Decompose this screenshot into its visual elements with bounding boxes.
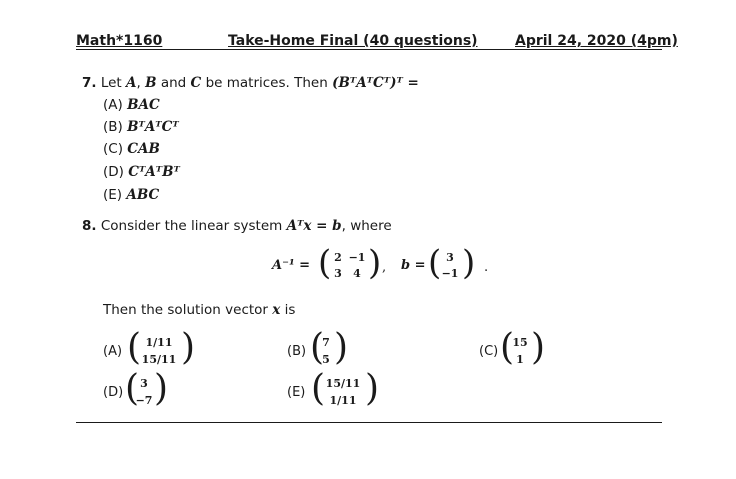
header-rule [76, 49, 662, 50]
left-paren: ( [310, 327, 325, 368]
vec-r1: 3 [140, 377, 148, 390]
period: . [484, 260, 489, 275]
right-paren: ) [365, 368, 380, 409]
b-vector [428, 243, 476, 285]
q7-option-a: (A) BAC [103, 97, 160, 113]
exam-title: Take-Home Final (40 questions) [228, 33, 478, 49]
vec-r1: 1/11 [145, 336, 173, 349]
q7-option-c: (C) CAB [103, 141, 160, 157]
ainv-r2c1: 3 [334, 267, 342, 280]
ainv-r1c2: −1 [348, 251, 366, 264]
right-paren: ) [154, 368, 169, 409]
vec-r2: 1/11 [329, 394, 357, 407]
q8-option-d-vector [125, 368, 169, 414]
question-8-stem: 8. Consider the linear system Aᵀx = b, where [82, 218, 392, 234]
ainv-matrix [318, 243, 382, 285]
vec-r1: 7 [322, 336, 330, 349]
left-paren: ( [500, 327, 515, 368]
q7-option-b: (B) BᵀAᵀCᵀ [103, 119, 179, 135]
vec-r1: 15 [512, 336, 528, 349]
left-paren: ( [428, 243, 442, 283]
exam-date: April 24, 2020 (4pm) [515, 33, 678, 49]
right-paren: ) [531, 327, 546, 368]
vec-r1: 15/11 [325, 377, 361, 390]
vec-r2: 5 [322, 353, 330, 366]
comma: , [382, 260, 387, 275]
left-paren: ( [127, 327, 142, 368]
left-paren: ( [318, 243, 332, 283]
ainv-r1c1: 2 [334, 251, 342, 264]
ainv-label: A⁻¹ = [272, 258, 311, 273]
left-paren: ( [311, 368, 326, 409]
right-paren: ) [462, 243, 476, 283]
question-7-stem: 7. Let A, B and C be matrices. Then (BᵀAᵀCᵀ)ᵀ = [82, 75, 419, 91]
q8-option-d-label: (D) [103, 385, 124, 400]
right-paren: ) [368, 243, 382, 283]
q8-option-e-label: (E) [287, 385, 306, 400]
q7-option-d: (D) CᵀAᵀBᵀ [103, 164, 180, 180]
ainv-r2c2: 4 [353, 267, 361, 280]
footer-rule [76, 422, 662, 423]
q8-option-e-vector [311, 368, 380, 414]
q8-option-a-label: (A) [103, 344, 123, 359]
left-paren: ( [125, 368, 140, 409]
b-r2: −1 [441, 267, 459, 280]
q7-option-e: (E) ABC [103, 187, 160, 203]
q8-option-c-vector [500, 327, 546, 373]
right-paren: ) [334, 327, 349, 368]
b-label: b = [401, 258, 426, 273]
b-r1: 3 [446, 251, 454, 264]
vec-r2: 15/11 [141, 353, 177, 366]
right-paren: ) [181, 327, 196, 368]
q8-option-a-vector [127, 327, 196, 373]
course-code: Math*1160 [76, 33, 163, 49]
q8-option-b-vector [310, 327, 349, 373]
vec-r2: −7 [135, 394, 153, 407]
vec-r2: 1 [516, 353, 524, 366]
q8-option-b-label: (B) [287, 344, 307, 359]
q8-option-c-label: (C) [479, 344, 499, 359]
question-8-prompt: Then the solution vector x is [103, 302, 296, 318]
